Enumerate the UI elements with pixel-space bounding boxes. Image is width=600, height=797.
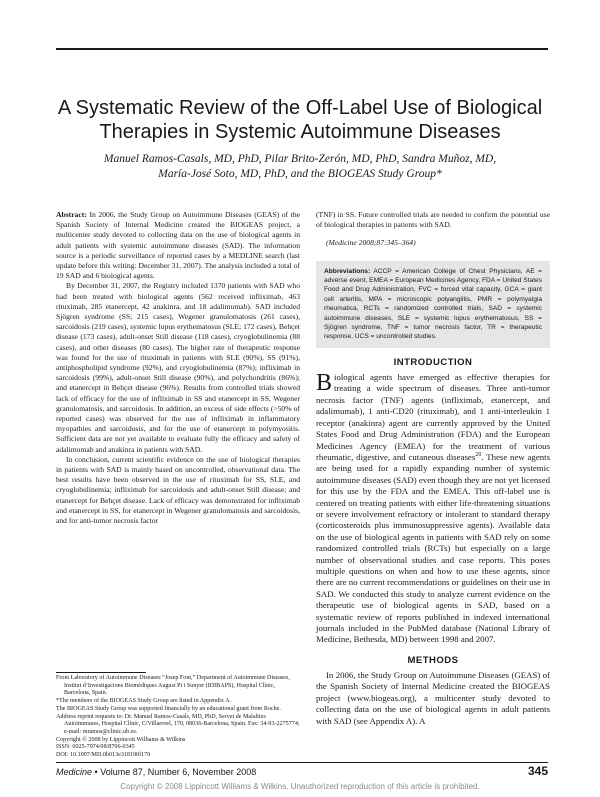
authors-line-2: María-José Soto, MD, PhD, and the BIOGEAS Study Group* <box>158 168 442 180</box>
footnote-copyright: Copyright © 2008 by Lippincott Williams & Wilkins <box>56 736 186 743</box>
methods-paragraph: In 2006, the Study Group on Autoimmune Diseases (GEAS) of the Spanish Society of Internal Medicine created the BIOGEAS project (www.biogeas.org), a multicenter study devoted to collecting data on the use of biological agents in adult patients with SAD (see Appendix A). A <box>316 670 550 726</box>
footnote-members: *The members of the BIOGEAS Study Group are listed in Appendix A. <box>56 698 232 705</box>
abstract-paragraph-1: Abstract: In 2006, the Study Group on Autoimmune Diseases (GEAS) of the Spanish Society of Internal Medicine created the BIOGEAS project, a multicenter study devoted to collecting data on the use of biological agents in adult patients with systemic autoimmune diseases (SAD). The information source is a periodic surveillance of reported cases by a MEDLINE search (last update before this writing: December 31, 2007). The analysis included a total of 19 SAD and 6 biological agents. <box>56 210 300 281</box>
right-column <box>316 210 550 727</box>
authors-line-1: Manuel Ramos-Casals, MD, PhD, Pilar Brito-Zerón, MD, PhD, Sandra Muñoz, MD, <box>103 153 497 165</box>
footnote-issn: ISSN: 0025-7974/08/8706-0345 <box>56 744 135 751</box>
footnote-rule <box>56 672 146 673</box>
footnotes <box>56 675 300 760</box>
abstract-paragraph-2: By December 31, 2007, the Registry included 1370 patients with SAD who had been treated with biological agents (562 received infliximab, 463 rituximab, 285 etanercept, 42 anakinra, and 18 adalimumab). SAD included Sjögren syndrome (SS; 215 cases), Wegener granulomatosis (261 cases), sarcoidosis (219 cases), systemic lupus erythematosus (SLE; 172 cases), Behçet disease (173 cases), adult-onset Still disease (118 cases), cryoglobulinemia (88 cases), and other diseases (80 cases). The higher rate of therapeutic response was found for the use of rituximab in patients with SLE (90%), SS (91%), antiphospholipid syndrome (92%), and cryoglobulinemia (87%); infliximab in sarcoidosis (99%), adult-onset Still disease (90%), and polychondritis (86%); and etanercept in Behçet disease (96%). Results from controlled trials showed lack of efficacy for the use of infliximab in SS and etanercept in SS, Wegener granulomatosis, and sarcoidosis. In addition, an excess of side effects (>50% of reported cases) was observed for the use of infliximab in inflammatory myopathies and sarcoidosis, and for the use of etanercept in polymyositis. Sufficient data are not yet available to evaluate fully the efficacy and safety of adalimumab and anakinra in patients with SAD. <box>56 281 300 454</box>
title-line-2: Therapies in Systemic Autoimmune Diseases <box>99 121 501 143</box>
methods-heading: METHODS <box>407 654 459 666</box>
footnote-funding: The BIOGEAS Study Group was supported financially by an educational grant from Roche. <box>56 705 281 712</box>
title-line-1: A Systematic Review of the Off-Label Use of Biological <box>57 97 543 119</box>
author-list <box>60 152 540 182</box>
reference-superscript: 20 <box>475 451 482 458</box>
footnote-affiliation: From Laboratory of Autoimmune Diseases “Josep Font,” Department of Autoimmune Diseases, Institut d’Investigacions Biomèdiques August Pi i Sunyer (IDIBAPS), Hospital Clínic, Barcelona, Spain. <box>56 675 290 697</box>
journal-issue: • Volume 87, Number 6, November 2008 <box>94 767 257 777</box>
citation: (Medicine 2008;87:345–364) <box>326 238 416 248</box>
footnote-doi: DOI: 10.1097/MD.0b013e318190f170 <box>56 752 151 759</box>
abbreviations-text: ACCP = American College of Chest Physicians, AE = adverse event, EMEA = European Medicines Agency, FDA = United States Food and Drug Administration, FVC = forced vital capacity, GCA = giant cell arteritis, MPA = microscopic polyangiitis, PMR = polymyalgia rheumatica, RCTs = randomized controlled trials, SAD = systemic autoimmune diseases, SLE = systemic lupus erythematosus, SS = Sjögren syndrome, TNF = tumor necrosis factor, TR = therapeutic response, UCS = uncontrolled studies. <box>324 267 542 341</box>
page-number: 345 <box>527 764 548 778</box>
abbreviations-label: Abbreviations: <box>324 267 371 275</box>
introduction-paragraph: Biological agents have emerged as effective therapies for treating a wide spectrum of diseases. Three anti-tumor necrosis factor (TNF) agents (infliximab, etanercept, and adalimumab), 1 anti-CD20 (rituximab), and 1 anti-interleukin 1 receptor (anakinra) agent are currently approved by the United States Food and Drug Administration (FDA) and the European Medicines Agency (EMEA) for the treatment of various rheumatic, digestive, and cutaneous diseases$^{20}$. These new agents are being used for a rapidly expanding number of systemic autoimmune diseases (SAD) even though they are not yet licensed for this use by the FDA and the EMEA. This off-label use is centered on treating patients with either life-threatening situations or severe involvement refractory or intolerant to standard therapy (corticosteroids plus immunosuppressive agents). Available data on the use of biological agents in patients with SAD rely on some randomized controlled trials (RCTs) but especially on a large number of observational studies and case reports. This poses multiple questions on when and how to use these agents, since there are no current recommendations or guidelines on their use in SAD. We conducted this study to analyze current evidence on the therapeutic use of biological agents in SAD, based on a systematic review of reports published in indexed international journals included in the PubMed database (National Library of Medicine, Bethesda, MD) between 1998 and 2007. <box>316 370 550 645</box>
drop-cap: B <box>316 370 333 397</box>
abstract-continuation: (TNF) in SS. Future controlled trials are needed to confirm the potential use of biological therapies in patients with SAD. <box>316 210 550 230</box>
journal-name: Medicine <box>56 767 93 777</box>
copyright-notice: Copyright © 2008 Lippincott Williams & Wilkins. Unauthorized reproduction of this article is prohibited. <box>120 782 480 791</box>
header-rule <box>56 48 548 50</box>
abstract-paragraph-3: In conclusion, current scientific evidence on the use of biological therapies in patients with SAD is mainly based on uncontrolled, observational data. The best results have been observed in the use of rituximab for SS, SLE, and cryoglobulinemia; infliximab for sarcoidosis and adult-onset Still disease; and etanercept for Behçet disease. Lack of efficacy was demonstrated for infliximab and etanercept in SS, for etanercept in Wegener granulomatosis and sarcoidosis, and for anti-tumor necrosis factor <box>56 454 300 526</box>
footer-rule <box>56 762 548 763</box>
left-column <box>56 210 300 526</box>
footnote-address: Address reprint requests to: Dr. Manuel Ramos-Casals, MD, PhD, Servei de Malalties Autoimmunes, Hospital Clínic, C/Villarroel, 170, 08036-Barcelona, Spain. Fax: 34-93-2275774; e-mail: mramos@clinic.ub.es. <box>56 713 300 735</box>
abstract-label: Abstract: <box>56 210 87 219</box>
introduction-heading: INTRODUCTION <box>393 356 473 368</box>
article-title <box>40 96 560 144</box>
journal-footer <box>56 767 256 777</box>
abbreviations-box <box>316 261 550 348</box>
